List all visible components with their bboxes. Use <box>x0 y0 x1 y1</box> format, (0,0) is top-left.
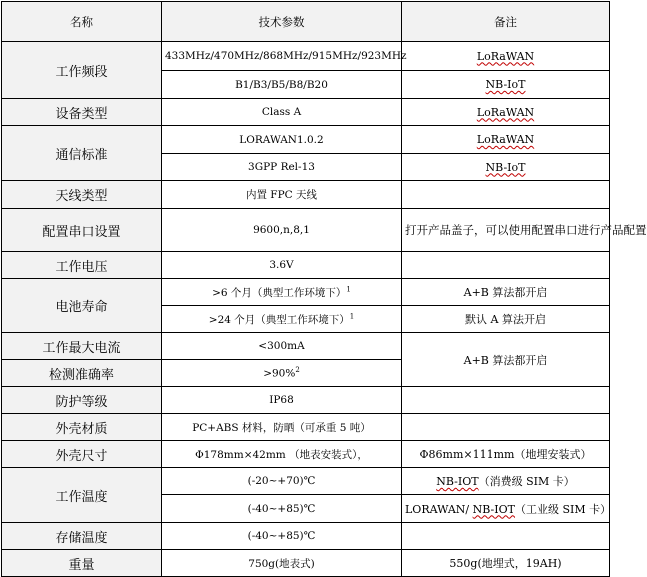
note-text: LORAWAN/ <box>405 502 473 516</box>
note-cell: A+B 算法都开启 <box>402 333 610 387</box>
param-cell <box>162 360 402 387</box>
table-row <box>2 42 610 71</box>
header-name: 名称 <box>2 2 162 42</box>
note-cell: 550g(地埋式，19AH) <box>402 550 610 577</box>
note-cell: 默认 A 算法开启 <box>402 306 610 333</box>
param-text: >6 个月（典型工作环境下） <box>212 286 347 299</box>
row-label: 天线类型 <box>2 181 162 209</box>
table-row <box>2 279 610 306</box>
table-row <box>2 333 610 360</box>
param-cell: <300mA <box>162 333 402 360</box>
note-text: LoRaWAN <box>476 105 535 119</box>
header-param: 技术参数 <box>162 2 402 42</box>
footnote-mark: 2 <box>295 366 300 375</box>
param-cell: (-40~+85)℃ <box>162 523 402 550</box>
row-label: 工作频段 <box>2 42 162 99</box>
row-label: 通信标准 <box>2 126 162 181</box>
table-row <box>2 252 610 279</box>
row-label: 存储温度 <box>2 523 162 550</box>
note-cell <box>402 181 610 209</box>
row-label: 设备类型 <box>2 99 162 126</box>
header-row <box>2 2 610 42</box>
note-text: NB-IoT <box>485 160 526 174</box>
table-row <box>2 550 610 577</box>
note-cell <box>402 154 610 181</box>
note-text: （消费级 SIM 卡） <box>478 475 575 488</box>
row-label: 配置串口设置 <box>2 209 162 252</box>
param-cell <box>162 279 402 306</box>
row-label: 工作电压 <box>2 252 162 279</box>
note-cell <box>402 468 610 495</box>
note-text: NB-IoT <box>485 78 526 91</box>
note-cell <box>402 126 610 154</box>
param-text: >24 个月（典型工作环境下） <box>208 313 350 326</box>
table-row <box>2 387 610 414</box>
note-cell <box>402 42 610 71</box>
note-cell <box>402 495 610 523</box>
table-row <box>2 468 610 495</box>
note-cell <box>402 414 610 441</box>
note-text: LoRaWAN <box>476 49 535 63</box>
param-cell: 3GPP Rel-13 <box>162 154 402 181</box>
table-row <box>2 441 610 468</box>
param-cell: LORAWAN1.0.2 <box>162 126 402 154</box>
param-cell: (-20~+70)℃ <box>162 468 402 495</box>
param-cell: 750g(地表式) <box>162 550 402 577</box>
row-label: 防护等级 <box>2 387 162 414</box>
note-text: NB-IOT <box>436 475 479 488</box>
param-cell: (-40~+85)℃ <box>162 495 402 523</box>
param-text: >90% <box>263 367 296 380</box>
param-cell: 内置 FPC 天线 <box>162 181 402 209</box>
param-cell: Φ178mm×42mm （地表安装式）， <box>162 441 402 468</box>
note-cell <box>402 99 610 126</box>
table-row <box>2 126 610 154</box>
note-cell: Φ86mm×111mm（地埋安装式） <box>402 441 610 468</box>
footnote-mark: 1 <box>346 285 351 293</box>
param-cell: B1/B3/B5/B8/B20 <box>162 71 402 99</box>
note-text: NB-IOT <box>472 502 515 516</box>
row-label: 电池寿命 <box>2 279 162 333</box>
note-text: （工业级 SIM 卡） <box>514 502 612 516</box>
table-row <box>2 414 610 441</box>
note-cell: 打开产品盖子，可以使用配置串口进行产品配置 <box>402 209 610 252</box>
note-cell <box>402 523 610 550</box>
param-cell: PC+ABS 材料，防晒（可承重 5 吨） <box>162 414 402 441</box>
note-text: LoRaWAN <box>476 133 535 146</box>
row-label: 工作温度 <box>2 468 162 523</box>
table-row <box>2 209 610 252</box>
row-label: 检测准确率 <box>2 360 162 387</box>
table-row <box>2 523 610 550</box>
table-row <box>2 99 610 126</box>
param-cell: IP68 <box>162 387 402 414</box>
spec-table <box>1 1 647 577</box>
row-label: 重量 <box>2 550 162 577</box>
param-cell <box>162 306 402 333</box>
row-label: 外壳尺寸 <box>2 441 162 468</box>
header-note: 备注 <box>402 2 610 42</box>
note-cell <box>402 387 610 414</box>
param-cell: 3.6V <box>162 252 402 279</box>
note-cell <box>402 252 610 279</box>
row-label: 工作最大电流 <box>2 333 162 360</box>
param-cell: 9600,n,8,1 <box>162 209 402 252</box>
footnote-mark: 1 <box>349 312 355 320</box>
param-cell: 433MHz/470MHz/868MHz/915MHz/923MHz <box>162 42 402 71</box>
row-label: 外壳材质 <box>2 414 162 441</box>
table-row <box>2 181 610 209</box>
note-cell: A+B 算法都开启 <box>402 279 610 306</box>
param-cell: Class A <box>162 99 402 126</box>
note-cell <box>402 71 610 99</box>
